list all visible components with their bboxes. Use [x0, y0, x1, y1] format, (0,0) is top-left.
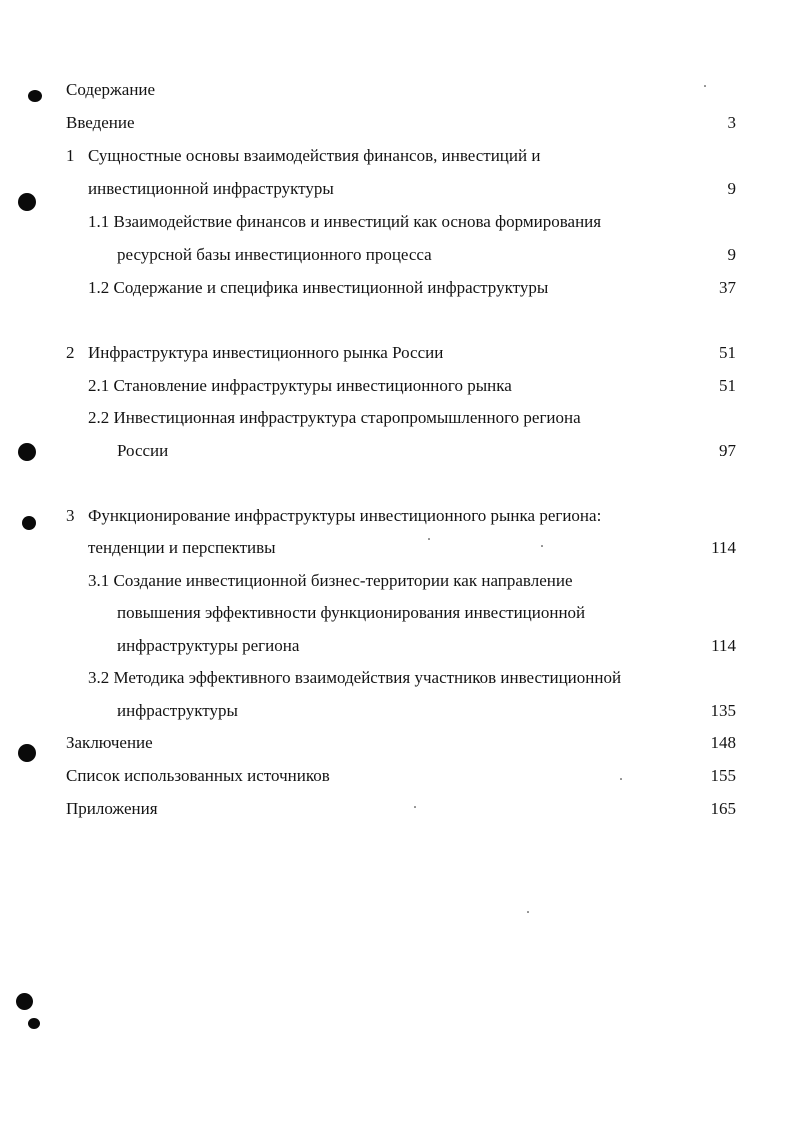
- toc-entry-conclusion: Заключение: [66, 733, 153, 752]
- scan-speck: [620, 778, 622, 780]
- toc-page-number: 114: [711, 538, 736, 557]
- scan-speck: [704, 85, 706, 87]
- toc-entry-section-3-1-continued: повышения эффективности функционирования инвестиционной: [117, 603, 586, 622]
- scan-speck: [414, 806, 416, 808]
- toc-entry-section-1-2: 1.2 Содержание и специфика инвестиционной инфраструктуры: [88, 278, 549, 297]
- toc-page-number: 165: [710, 799, 736, 818]
- binder-hole: [16, 993, 33, 1010]
- toc-page-number: 9: [727, 245, 736, 264]
- chapter-title: Сущностные основы взаимодействия финансов, инвестиций и: [88, 146, 541, 165]
- toc-page-number: 135: [710, 701, 736, 720]
- toc-page-number: 51: [719, 343, 736, 362]
- toc-entry-references: Список использованных источников: [66, 766, 330, 785]
- toc-entry-appendices: Приложения: [66, 799, 158, 818]
- toc-page-number: 51: [719, 376, 736, 395]
- binder-hole-mark: [28, 1018, 40, 1029]
- toc-entry-section-2-2-continued: России: [117, 441, 169, 460]
- toc-entry-section-2-2: 2.2 Инвестиционная инфраструктура старопромышленного региона: [88, 408, 581, 427]
- scan-speck: [541, 545, 543, 547]
- toc-entry-introduction: Введение: [66, 113, 135, 132]
- toc-entry-chapter-3: [66, 503, 601, 529]
- toc-page-number: 9: [727, 179, 736, 198]
- binder-hole: [18, 193, 36, 211]
- scan-speck: [428, 538, 430, 540]
- toc-entry-section-2-1: 2.1 Становление инфраструктуры инвестиционного рынка: [88, 376, 512, 395]
- toc-entry-section-3-1: 3.1 Создание инвестиционной бизнес-территории как направление: [88, 571, 573, 590]
- chapter-number: 1: [66, 146, 75, 165]
- toc-heading: Содержание: [66, 80, 156, 99]
- toc-page-number: 3: [727, 113, 736, 132]
- scan-speck: [527, 911, 529, 913]
- toc-entry-section-1-1: 1.1 Взаимодействие финансов и инвестиций как основа формирования: [88, 212, 602, 231]
- chapter-number: 2: [66, 343, 75, 362]
- toc-page-number: 97: [719, 441, 736, 460]
- chapter-title: Функционирование инфраструктуры инвестиционного рынка региона:: [88, 506, 602, 525]
- binder-hole: [18, 443, 36, 461]
- toc-entry-section-3-2-continued: инфраструктуры: [117, 701, 238, 720]
- toc-page-number: 155: [710, 766, 736, 785]
- toc-entry-section-3-2: 3.2 Методика эффективного взаимодействия участников инвестиционной: [88, 668, 622, 687]
- toc-entry-section-1-1-continued: ресурсной базы инвестиционного процесса: [117, 245, 432, 264]
- chapter-number: 3: [66, 506, 75, 525]
- toc-entry-section-3-1-continued: инфраструктуры региона: [117, 636, 300, 655]
- binder-hole: [18, 744, 36, 762]
- toc-entry-chapter-1: [66, 143, 540, 169]
- toc-page-number: 114: [711, 636, 736, 655]
- binder-hole-mark: [28, 90, 42, 102]
- toc-entry-chapter-2: [66, 340, 443, 366]
- toc-entry-chapter-3-continued: тенденции и перспективы: [88, 538, 276, 557]
- toc-page-number: 148: [710, 733, 736, 752]
- toc-page-number: 37: [719, 278, 736, 297]
- toc-entry-chapter-1-continued: инвестиционной инфраструктуры: [88, 179, 334, 198]
- chapter-title: Инфраструктура инвестиционного рынка России: [88, 343, 444, 362]
- binder-hole-mark: [22, 516, 36, 530]
